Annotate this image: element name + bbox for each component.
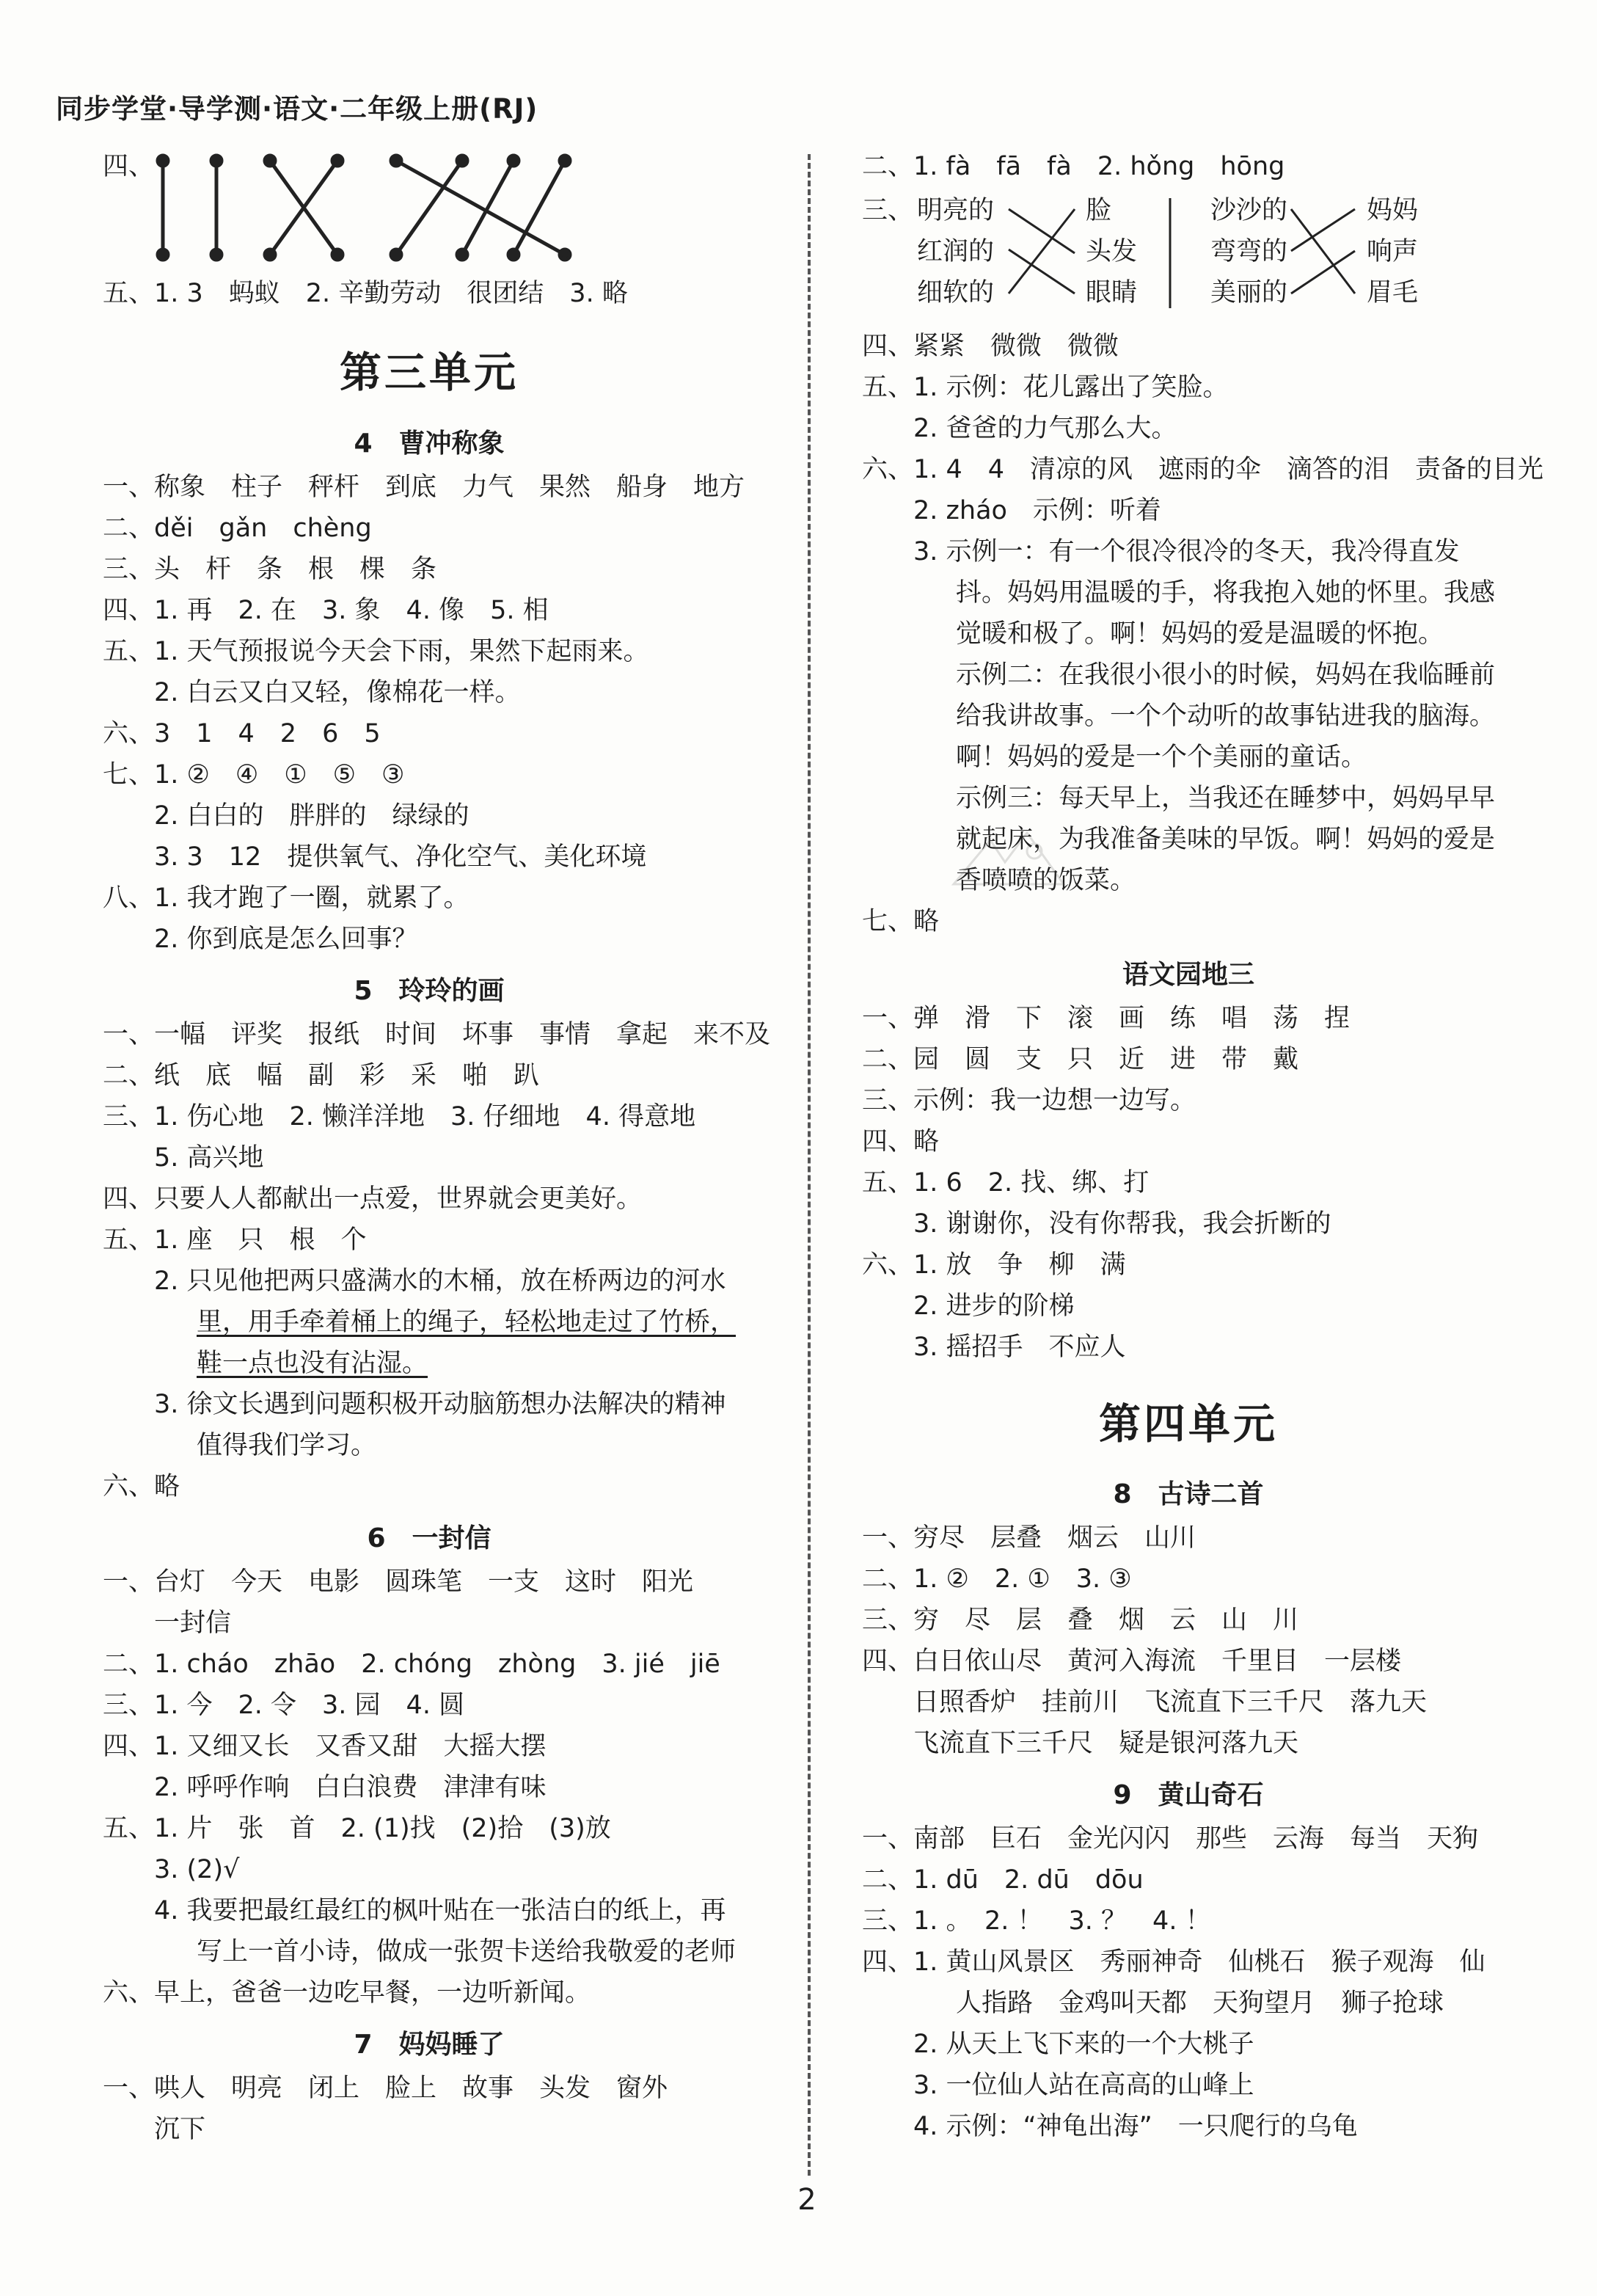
- l7-q1a: 一、哄人 明亮 闭上 脸上 故事 头发 窗外: [103, 2074, 668, 2103]
- l9-q4d: 3. 一位仙人站在高高的山峰上: [913, 2071, 1254, 2100]
- l6-q5a: 五、1. 片 张 首 2. (1)找 (2)拾 (3)放: [103, 1814, 611, 1843]
- match-right-b-1: 妈妈: [1367, 196, 1419, 225]
- l6-q2: 二、1. cháo zhāo 2. chóng zhòng 3. jié jiē: [103, 1650, 720, 1679]
- l8-q4a: 四、白日依山尽 黄河入海流 千里目 一层楼: [862, 1647, 1402, 1676]
- match-right-a-3: 美丽的: [1210, 278, 1288, 307]
- match-left-b-1: 脸: [1086, 196, 1112, 225]
- lesson5-title: 5 玲玲的画: [354, 976, 505, 1006]
- yw3-q4: 四、略: [862, 1127, 940, 1156]
- l5-q5a: 五、1. 座 只 根 个: [103, 1225, 367, 1255]
- match-left-b-3: 眼睛: [1086, 278, 1138, 307]
- l9-q2: 二、1. dū 2. dū dōu: [862, 1865, 1144, 1895]
- column-divider: [808, 154, 811, 2176]
- yw3-q3: 三、示例：我一边想一边写。: [862, 1086, 1196, 1115]
- l4-q2: 二、děi gǎn chèng: [103, 514, 372, 543]
- l5-q6: 六、略: [103, 1472, 180, 1501]
- match-right-a-1: 沙沙的: [1210, 196, 1288, 225]
- yw3-q6b: 2. 进步的阶梯: [913, 1291, 1075, 1321]
- l5-q2: 二、纸 底 幅 副 彩 采 啪 趴: [103, 1061, 540, 1090]
- l9-q4a: 四、1. 黄山风景区 秀丽神奇 仙桃石 猴子观海 仙: [862, 1947, 1485, 1977]
- l7-q1b: 沉下: [154, 2115, 206, 2144]
- l7-q6c5: 给我讲故事。一个个动听的故事钻进我的脑海。: [956, 701, 1496, 731]
- unit4-title: 第四单元: [1099, 1400, 1278, 1448]
- l7-q6c6: 啊！妈妈的爱是一个个美丽的童话。: [956, 743, 1367, 772]
- lesson7-title: 7 妈妈睡了: [354, 2030, 505, 2060]
- lesson6-title: 6 一封信: [367, 1523, 491, 1553]
- matching-lines-diagram: [154, 150, 668, 268]
- l6-q5b: 3. (2)√: [154, 1855, 240, 1884]
- l5-q1: 一、一幅 评奖 报纸 时间 坏事 事情 拿起 来不及: [103, 1020, 771, 1049]
- l9-q1: 一、南部 巨石 金光闪闪 那些 云海 每当 天狗: [862, 1824, 1479, 1854]
- l9-q4c: 2. 从天上飞下来的一个大桃子: [913, 2030, 1254, 2059]
- l7-q2: 二、1. fà fā fà 2. hǒng hōng: [862, 152, 1285, 181]
- q5-answer: 1. 3 蚂蚁 2. 辛勤劳动 很团结 3. 略: [154, 279, 628, 308]
- l7-q6c9: 香喷喷的饭菜。: [956, 866, 1136, 895]
- l4-q7a: 七、1. ② ④ ① ⑤ ③: [103, 760, 405, 790]
- yw3-q5a: 五、1. 6 2. 找、绑、打: [862, 1168, 1150, 1198]
- l7-q4: 四、紧紧 微微 微微: [862, 332, 1119, 361]
- l7-q5a: 五、1. 示例：花儿露出了笑脸。: [862, 373, 1229, 402]
- l6-q6: 六、早上，爸爸一边吃早餐，一边听新闻。: [103, 1978, 591, 2008]
- match-line-7: [462, 161, 514, 255]
- l6-q5c2: 写上一首小诗，做成一张贺卡送给我敬爱的老师: [197, 1937, 737, 1967]
- l7-q6c2: 抖。妈妈用温暖的手，将我抱入她的怀里。我感: [956, 578, 1496, 608]
- lesson4-title: 4 曹冲称象: [354, 429, 505, 459]
- match-line-6: [396, 161, 462, 255]
- l7-q6c1: 3. 示例一：有一个很冷很冷的冬天，我冷得直发: [913, 537, 1460, 566]
- yuwen-yuandi3-title: 语文园地三: [1122, 960, 1254, 990]
- l4-q5a: 五、1. 天气预报说今天会下雨，果然下起雨来。: [103, 637, 649, 666]
- l5-q3b: 5. 高兴地: [154, 1143, 264, 1173]
- match-left-a-3: 细软的: [917, 278, 995, 307]
- yw3-q2: 二、园 圆 支 只 近 进 带 戴: [862, 1045, 1299, 1074]
- l8-q2: 二、1. ② 2. ① 3. ③: [862, 1564, 1132, 1594]
- l9-q4b: 人指路 金鸡叫天都 天狗望月 狮子抢球: [956, 1989, 1444, 2018]
- l9-q4e: 4. 示例：“神龟出海” 一只爬行的乌龟: [913, 2112, 1358, 2141]
- watermark-icon: [946, 826, 1071, 895]
- l7-q6c3: 觉暖和极了。啊！妈妈的爱是温暖的怀抱。: [956, 619, 1444, 649]
- match-right-b-2: 响声: [1367, 237, 1419, 266]
- lesson9-title: 9 黄山奇石: [1113, 1780, 1264, 1810]
- l4-q7c: 3. 3 12 提供氧气、净化空气、美化环境: [154, 842, 647, 872]
- l4-q6: 六、3 1 4 2 6 5: [103, 719, 381, 748]
- match-right-a-2: 弯弯的: [1210, 237, 1288, 266]
- l8-q3: 三、穷 尽 层 叠 烟 云 山 川: [862, 1606, 1299, 1635]
- l6-q3: 三、1. 今 2. 令 3. 园 4. 圆: [103, 1691, 465, 1720]
- match-left-a-2: 红润的: [917, 237, 995, 266]
- l7-q6c4: 示例二：在我很小很小的时候，妈妈在我临睡前: [956, 660, 1496, 690]
- l6-q4a: 四、1. 又细又长 又香又甜 大摇大摆: [103, 1732, 547, 1761]
- l7-q6c7: 示例三：每天早上，当我还在睡梦中，妈妈早早: [956, 784, 1496, 813]
- l5-q5c2: 值得我们学习。: [197, 1431, 377, 1460]
- l8-q4c: 飞流直下三千尺 疑是银河落九天: [913, 1729, 1299, 1758]
- l4-q1: 一、称象 柱子 秤杆 到底 力气 果然 船身 地方: [103, 473, 745, 502]
- l4-q7b: 2. 白白的 胖胖的 绿绿的: [154, 801, 469, 831]
- l7-q5b: 2. 爸爸的力气那么大。: [913, 414, 1177, 443]
- l5-q5b3: 鞋一点也没有沾湿。: [197, 1349, 428, 1378]
- match-left-a-1: 明亮的: [917, 196, 995, 225]
- match-left-b-2: 头发: [1086, 237, 1138, 266]
- l4-q8a: 八、1. 我才跑了一圈，就累了。: [103, 883, 469, 913]
- match-right-b-3: 眉毛: [1367, 278, 1419, 307]
- page-number: 2: [797, 2183, 816, 2217]
- book-title: 同步学堂·导学测·语文·二年级上册(RJ): [56, 93, 538, 125]
- l9-q3: 三、1. 。 2. ！ 3. ？ 4. ！: [862, 1906, 1211, 1936]
- l5-q3a: 三、1. 伤心地 2. 懒洋洋地 3. 仔细地 4. 得意地: [103, 1102, 696, 1131]
- l5-q5b1: 2. 只见他把两只盛满水的木桶，放在桥两边的河水: [154, 1267, 726, 1296]
- l7-q6a: 六、1. 4 4 清凉的风 遮雨的伞 滴答的泪 责备的目光: [862, 455, 1544, 484]
- l4-q5b: 2. 白云又白又轻，像棉花一样。: [154, 678, 521, 707]
- yw3-q6a: 六、1. 放 争 柳 满: [862, 1250, 1126, 1280]
- yw3-q5b: 3. 谢谢你，没有你帮我，我会折断的: [913, 1209, 1331, 1239]
- l6-q1b: 一封信: [154, 1608, 232, 1638]
- l8-q1: 一、穷尽 层叠 烟云 山川: [862, 1523, 1196, 1553]
- l6-q1a: 一、台灯 今天 电影 圆珠笔 一支 这时 阳光: [103, 1567, 694, 1597]
- l7-q3-label: 三、: [862, 196, 914, 225]
- l5-q4: 四、只要人人都献出一点爱，世界就会更美好。: [103, 1184, 643, 1214]
- l7-q6c8: 就起床，为我准备美味的早饭。啊！妈妈的爱是: [956, 825, 1496, 854]
- matching-lines-2: [862, 191, 1449, 316]
- l7-q6b: 2. zháo 示例：听着: [913, 496, 1161, 525]
- l4-q8b: 2. 你到底是怎么回事？: [154, 925, 418, 954]
- l4-q3: 三、头 杆 条 根 棵 条: [103, 555, 437, 584]
- yw3-q6c: 3. 摇招手 不应人: [913, 1333, 1126, 1362]
- l5-q5b2: 里，用手牵着桶上的绳子，轻松地走过了竹桥，: [197, 1308, 737, 1337]
- l7-q7: 七、略: [862, 907, 940, 936]
- l4-q4: 四、1. 再 2. 在 3. 象 4. 像 5. 相: [103, 596, 549, 625]
- l6-q4b: 2. 呼呼作响 白白浪费 津津有味: [154, 1773, 547, 1802]
- l5-q5c1: 3. 徐文长遇到问题积极开动脑筋想办法解决的精神: [154, 1390, 726, 1419]
- l6-q5c1: 4. 我要把最红最红的枫叶贴在一张洁白的纸上，再: [154, 1896, 726, 1925]
- l8-q4b: 日照香炉 挂前川 飞流直下三千尺 落九天: [913, 1688, 1428, 1717]
- q5-label: 五、: [103, 279, 155, 308]
- yw3-q1: 一、弹 滑 下 滚 画 练 唱 荡 捏: [862, 1004, 1351, 1033]
- unit3-title: 第三单元: [340, 349, 519, 397]
- q4-label: 四、: [103, 152, 155, 181]
- lesson8-title: 8 古诗二首: [1113, 1479, 1264, 1509]
